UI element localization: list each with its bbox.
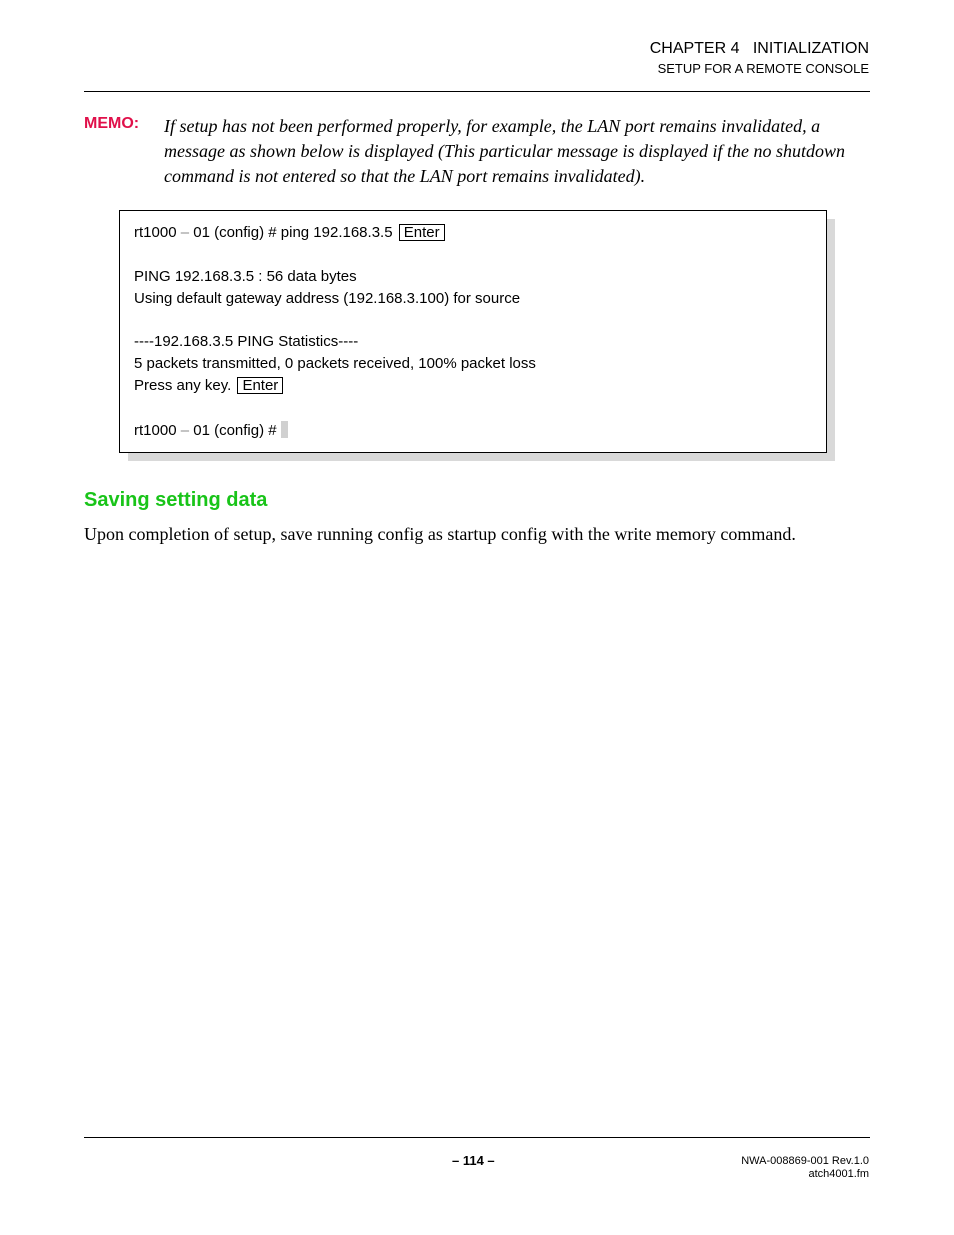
prompt-dash: – bbox=[180, 422, 190, 439]
terminal-line-gateway: Using default gateway address (192.168.3.100) for source bbox=[134, 290, 521, 307]
prompt-text: 01 (config) # bbox=[193, 422, 277, 439]
enter-key: Enter bbox=[399, 224, 445, 241]
section-title: Saving setting data bbox=[84, 489, 268, 511]
terminal-line-ping: PING 192.168.3.5 : 56 data bytes bbox=[134, 268, 357, 285]
section-body: Upon completion of setup, save running config as startup config with the write memory command. bbox=[84, 524, 796, 544]
page-number: – 114 – bbox=[452, 1153, 495, 1168]
footer-divider bbox=[84, 1137, 870, 1138]
command-text: 01 (config) # ping 192.168.3.5 bbox=[193, 224, 393, 241]
chapter-header: CHAPTER 4 INITIALIZATION bbox=[649, 40, 869, 57]
header-divider bbox=[84, 91, 870, 92]
terminal-line-press-key bbox=[134, 377, 283, 395]
terminal-line-command bbox=[134, 224, 445, 242]
document-id: NWA-008869-001 Rev.1.0 bbox=[741, 1155, 869, 1167]
cursor-block bbox=[281, 421, 288, 438]
prompt-host: rt1000 bbox=[134, 422, 177, 439]
enter-key: Enter bbox=[237, 377, 283, 394]
terminal-line-prompt bbox=[134, 421, 288, 440]
prompt-host: rt1000 bbox=[134, 224, 177, 241]
file-name: atch4001.fm bbox=[808, 1168, 869, 1180]
terminal-line-stats-header: ----192.168.3.5 PING Statistics---- bbox=[134, 333, 359, 350]
terminal-line-packets: 5 packets transmitted, 0 packets received, 100% packet loss bbox=[134, 355, 536, 372]
section-header: SETUP FOR A REMOTE CONSOLE bbox=[657, 61, 869, 76]
memo-text: If setup has not been performed properly, for example, the LAN port remains invalidated, a message as shown below is displayed (This particular message is displayed if the no shutdown command is not entered so that the LAN port remains invalidated). bbox=[164, 116, 845, 186]
terminal-box bbox=[119, 210, 827, 453]
press-key-text: Press any key. bbox=[134, 377, 232, 394]
memo-label: MEMO: bbox=[84, 115, 140, 132]
prompt-dash: – bbox=[180, 224, 190, 241]
